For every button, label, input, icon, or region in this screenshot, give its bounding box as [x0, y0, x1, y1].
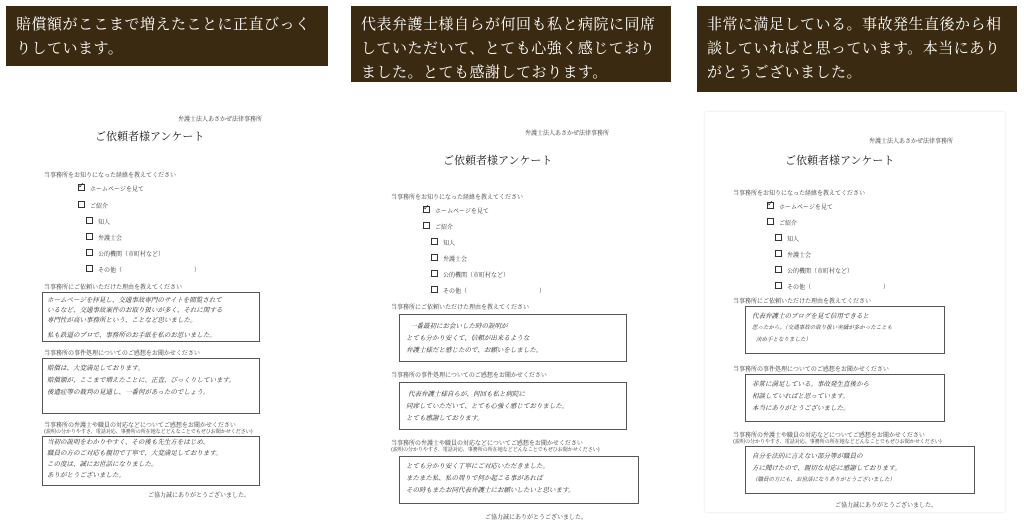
question-2: 当事務所にご依頼いただけた理由を教えてください: [391, 304, 530, 311]
answer-3-line: 本当にありがとうございました。: [752, 404, 850, 412]
answer-box-4: [745, 446, 975, 494]
answer-2-line: 私も鉄道のプロで、事務所のお手紙を私のお思いました。: [47, 331, 216, 339]
survey-sheet-3: [705, 112, 1005, 512]
answer-4-line: この度は、誠にお世話になりました。: [47, 460, 158, 468]
checkbox-intro: [767, 218, 774, 225]
option-public: 公的機関（市町村など）: [787, 268, 854, 275]
checkbox-lawyer-assoc: [86, 233, 93, 240]
option-friend: 知人: [443, 240, 456, 247]
checkbox-intro: [78, 201, 85, 208]
answer-box-4: [42, 436, 260, 486]
question-3: 当事務所の事件処理についてのご感想をお聞かせください: [733, 366, 889, 373]
answer-4-line: その時もまたお同代表弁護士にお願いしたいと思います。: [406, 486, 575, 494]
question-4-sub: (説明の分かりやすさ、電話対応、事務所の所在地などどんなことでもぜひお聞かせください): [391, 447, 600, 453]
checkbox-other: [431, 286, 438, 293]
option-public: 公的機関（市町村など）: [443, 272, 510, 279]
answer-4-line: とても分かり安く丁寧にご対応いただきました。: [406, 462, 549, 470]
thanks-text: ご協力誠にありがとうございました。: [485, 514, 588, 521]
answer-3-line: 後遺症等の裁判の見通し、一番何があったのでしょう。: [47, 388, 210, 396]
answer-2-line: 弁護士様だと感じたので、お願いをしました。: [406, 346, 543, 354]
checkbox-homepage: [767, 202, 774, 209]
question-4: 当事務所の弁護士や職員の対応などについてご感想をお聞かせください: [44, 422, 236, 429]
checkbox-friend: [431, 238, 438, 245]
answer-box-2: [399, 314, 627, 362]
survey-title: ご依頼者様アンケート: [443, 154, 553, 167]
answer-4-line: 当初の説明をわかりやすく、その後も先生方をはじめ、: [47, 438, 210, 446]
answer-3-line: 非常に満足している。事故発生直後から: [752, 380, 869, 388]
option-other: その他（ ）: [98, 267, 201, 274]
option-homepage: ホームページを見て: [90, 186, 144, 193]
answer-3-line: 賠償は、大変満足しております。: [47, 364, 144, 372]
answer-2-line: 一番最初にお会いした時の説明が: [410, 322, 508, 330]
answer-box-3: [745, 374, 945, 422]
answer-2-line: 代表弁護士のブログを見て信用できると: [752, 312, 869, 320]
checkbox-homepage: [423, 206, 430, 213]
answer-2-line: 専門性が高い事務所という、ことなど思いました。: [47, 316, 197, 324]
checkbox-public: [86, 249, 93, 256]
option-friend: 知人: [98, 219, 111, 226]
survey-title: ご依頼者様アンケート: [95, 130, 205, 143]
option-intro: ご紹介: [779, 220, 798, 227]
checkbox-public: [775, 266, 782, 273]
answer-3-line: 賠償額が、ここまで増えたことに、正直、びっくりしています。: [47, 376, 235, 384]
survey-title: ご依頼者様アンケート: [785, 154, 895, 167]
testimonial-banner-2: 代表弁護士様自らが何回も私と病院に同席していただいて、とても心強く感じておりました。とても感謝しております。: [351, 6, 671, 82]
option-intro: ご紹介: [90, 203, 109, 210]
answer-3-line: とても感謝しております。: [406, 414, 484, 422]
option-public: 公的機関（市町村など）: [98, 251, 165, 258]
question-2: 当事務所にご依頼いただけた理由を教えてください: [44, 284, 183, 291]
option-homepage: ホームページを見て: [779, 204, 833, 211]
checkbox-other: [86, 265, 93, 272]
survey-sheet-1: [20, 100, 330, 500]
option-other: その他（ ）: [787, 284, 890, 291]
answer-4-line: 職員の方のご対応も親切で丁寧で、大変満足しております。: [47, 449, 222, 457]
thanks-text: ご協力誠にありがとうございました。: [148, 492, 251, 499]
question-1: 当事務所をお知りになった経緯を教えてください: [733, 190, 866, 197]
checkbox-public: [431, 270, 438, 277]
question-1: 当事務所をお知りになった経緯を教えてください: [391, 194, 524, 201]
answer-4-line: 方に聞けたので、親切な対応に感謝しております。: [752, 464, 901, 472]
option-homepage: ホームページを見て: [435, 208, 489, 215]
option-lawyer-assoc: 弁護士会: [98, 235, 123, 242]
answer-box-2: [42, 292, 260, 342]
answer-2-line: 思ったから。（交通事故の取り扱い実績が多かったことも: [752, 325, 893, 331]
checkbox-other: [775, 282, 782, 289]
answer-2-line: 決め手となりました）: [756, 337, 812, 343]
checkbox-lawyer-assoc: [775, 250, 782, 257]
answer-2-line: ホームページを拝見し、交通事故専門のサイトを閲覧されて: [47, 296, 222, 304]
answer-2-line: いるなど、交通事故案件のお取り扱いが多く、それに関する: [47, 306, 223, 314]
answer-4-line: またまた私、私の周りで何か起こる事があれば: [406, 474, 543, 482]
question-4: 当事務所の弁護士や職員の対応などについてご感想をお聞かせください: [391, 440, 583, 447]
firm-name: 弁護士法人あさかぜ法律事務所: [178, 116, 263, 123]
firm-name: 弁護士法人あさかぜ法律事務所: [525, 130, 610, 137]
survey-sheet-2: [365, 112, 665, 522]
testimonial-banner-1: 賠償額がここまで増えたことに正直びっくりしています。: [6, 6, 328, 66]
option-lawyer-assoc: 弁護士会: [443, 256, 468, 263]
question-4-sub: (説明の分かりやすさ、電話対応、事務所の所在地などどんなことでもぜひお聞かせください): [733, 439, 942, 445]
checkbox-lawyer-assoc: [431, 254, 438, 261]
answer-4-line: 自分を法的に言えない部分等が職員の: [752, 452, 863, 460]
answer-4-line: （職員の方にも、お世話になりありがとうございました）: [752, 477, 896, 483]
answer-3-line: 代表弁護士様自らが、何回も私と病院に: [408, 390, 525, 398]
option-friend: 知人: [787, 236, 800, 243]
question-2: 当事務所にご依頼いただけた理由を教えてください: [733, 298, 872, 305]
firm-name: 弁護士法人あさかぜ法律事務所: [869, 138, 954, 145]
checkbox-homepage: [78, 184, 85, 191]
question-3: 当事務所の事件処理についてのご感想をお聞かせください: [391, 372, 547, 379]
option-intro: ご紹介: [435, 224, 454, 231]
answer-4-line: ありがとうございました。: [47, 471, 125, 479]
question-4-sub: (説明の分かりやすさ、電話対応、事務所の所在地などどんなことでもぜひお聞かせください): [44, 429, 253, 435]
answer-2-line: とても分かり安くて、信頼が出来るような: [406, 334, 530, 342]
question-4: 当事務所の弁護士や職員の対応などについてご感想をお聞かせください: [733, 432, 925, 439]
answer-box-2: [745, 306, 945, 354]
checkbox-friend: [86, 217, 93, 224]
answer-3-line: 相談していればと思っています。: [752, 392, 849, 400]
answer-box-4: [399, 456, 639, 504]
option-lawyer-assoc: 弁護士会: [787, 252, 812, 259]
option-other: その他（ ）: [443, 288, 546, 295]
checkbox-friend: [775, 234, 782, 241]
answer-3-line: 同席していただいて、とても心強く感じておりました。: [406, 402, 569, 410]
checkbox-intro: [423, 222, 430, 229]
answer-box-3: [42, 358, 260, 414]
thanks-text: ご協力誠にありがとうございました。: [835, 502, 938, 509]
answer-box-3: [399, 382, 627, 430]
testimonial-banner-3: 非常に満足している。事故発生直後から相談していればと思っています。本当にありがとうございました。: [697, 6, 1017, 92]
question-1: 当事務所をお知りになった経緯を教えてください: [44, 172, 177, 179]
question-3: 当事務所の事件処理についてのご感想をお聞かせください: [44, 350, 200, 357]
